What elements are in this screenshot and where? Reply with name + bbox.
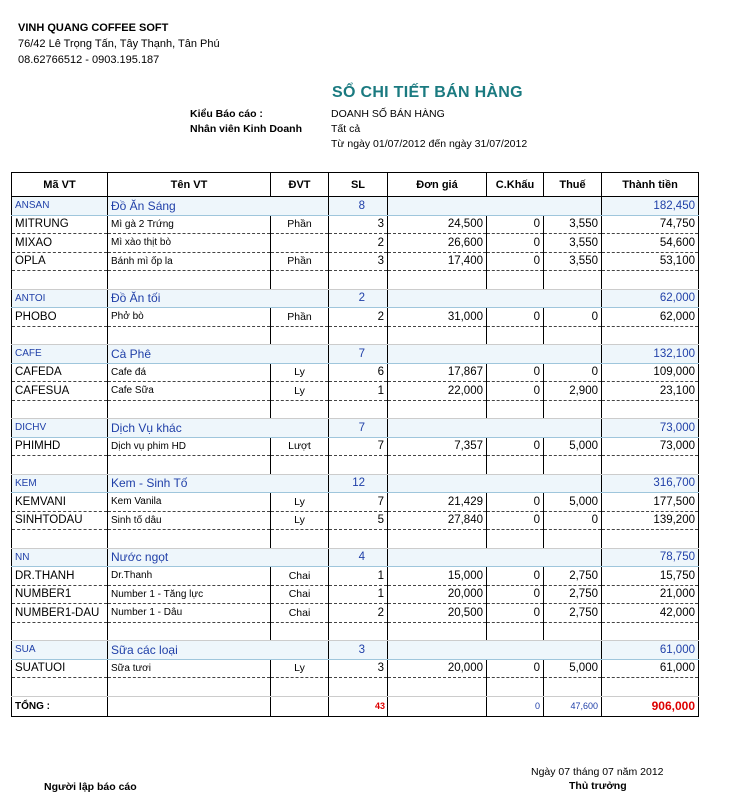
item-tax: 2,900 xyxy=(544,382,602,401)
item-qty: 6 xyxy=(329,363,388,382)
item-name: Mì gà 2 Trứng xyxy=(108,215,271,234)
item-qty: 7 xyxy=(329,493,388,512)
item-unit xyxy=(271,234,329,253)
item-price: 22,000 xyxy=(388,382,487,401)
table-row xyxy=(12,493,699,512)
group-total: 73,000 xyxy=(602,419,699,438)
item-tax: 5,000 xyxy=(544,659,602,678)
item-tax: 3,550 xyxy=(544,252,602,271)
item-tax: 5,000 xyxy=(544,493,602,512)
item-unit: Chai xyxy=(271,585,329,604)
table-row xyxy=(12,604,699,623)
col-header-code: Mã VT xyxy=(12,173,108,197)
blank-row xyxy=(12,456,699,475)
group-qty: 3 xyxy=(329,641,388,660)
col-header-qty: SL xyxy=(329,173,388,197)
item-unit: Ly xyxy=(271,493,329,512)
group-total: 132,100 xyxy=(602,345,699,364)
item-price: 17,400 xyxy=(388,252,487,271)
table-row xyxy=(12,252,699,271)
item-code: CAFEDA xyxy=(12,363,108,382)
group-qty: 7 xyxy=(329,345,388,364)
report-type-label: Kiểu Báo cáo : xyxy=(190,108,263,120)
staff-label: Nhân viên Kinh Doanh xyxy=(190,123,303,135)
item-qty: 3 xyxy=(329,215,388,234)
table-row xyxy=(12,234,699,253)
item-tax: 0 xyxy=(544,308,602,327)
group-total: 62,000 xyxy=(602,289,699,308)
group-code: ANTOI xyxy=(12,289,108,308)
staff-value: Tất cả xyxy=(331,123,361,135)
item-code: SINHTODAU xyxy=(12,511,108,530)
group-row xyxy=(12,641,699,660)
item-qty: 2 xyxy=(329,234,388,253)
footer-date: Ngày 07 tháng 07 năm 2012 xyxy=(531,766,664,778)
group-row xyxy=(12,345,699,364)
item-code: KEMVANI xyxy=(12,493,108,512)
group-qty: 4 xyxy=(329,548,388,567)
item-amount: 53,100 xyxy=(602,252,699,271)
item-name: Cafe Sữa xyxy=(108,382,271,401)
group-qty: 2 xyxy=(329,289,388,308)
blank-row xyxy=(12,271,699,290)
total-amount: 906,000 xyxy=(602,696,699,716)
item-unit: Lượt xyxy=(271,437,329,456)
group-total: 78,750 xyxy=(602,548,699,567)
group-row xyxy=(12,197,699,216)
company-address: 76/42 Lê Trọng Tấn, Tây Thạnh, Tân Phú xyxy=(18,38,220,50)
table-row xyxy=(12,437,699,456)
item-amount: 139,200 xyxy=(602,511,699,530)
blank-row xyxy=(12,622,699,641)
item-name: Dịch vụ phim HD xyxy=(108,437,271,456)
table-row xyxy=(12,363,699,382)
item-code: DR.THANH xyxy=(12,567,108,586)
item-qty: 3 xyxy=(329,659,388,678)
footer-manager: Thủ trưởng xyxy=(569,780,627,792)
group-name: Nước ngọt xyxy=(108,548,329,567)
table-body xyxy=(12,197,699,717)
group-code: DICHV xyxy=(12,419,108,438)
item-discount: 0 xyxy=(487,234,544,253)
table-row xyxy=(12,659,699,678)
item-name: Sinh tố dâu xyxy=(108,511,271,530)
item-discount: 0 xyxy=(487,215,544,234)
item-unit: Ly xyxy=(271,363,329,382)
col-header-price: Đơn giá xyxy=(388,173,487,197)
item-code: SUATUOI xyxy=(12,659,108,678)
group-name: Đồ Ăn Sáng xyxy=(108,197,329,216)
col-header-amount: Thành tiền xyxy=(602,173,699,197)
item-discount: 0 xyxy=(487,437,544,456)
item-unit: Chai xyxy=(271,604,329,623)
item-qty: 2 xyxy=(329,604,388,623)
item-price: 20,000 xyxy=(388,659,487,678)
item-code: MIXAO xyxy=(12,234,108,253)
item-price: 7,357 xyxy=(388,437,487,456)
item-amount: 15,750 xyxy=(602,567,699,586)
item-unit: Ly xyxy=(271,511,329,530)
table-row xyxy=(12,382,699,401)
item-amount: 54,600 xyxy=(602,234,699,253)
item-amount: 21,000 xyxy=(602,585,699,604)
item-unit: Ly xyxy=(271,382,329,401)
item-amount: 61,000 xyxy=(602,659,699,678)
table-row xyxy=(12,511,699,530)
group-name: Kem - Sinh Tố xyxy=(108,474,329,493)
blank-row xyxy=(12,678,699,697)
group-total: 61,000 xyxy=(602,641,699,660)
table-row xyxy=(12,308,699,327)
group-code: ANSAN xyxy=(12,197,108,216)
item-code: NUMBER1-DAU xyxy=(12,604,108,623)
item-name: Number 1 - Dâu xyxy=(108,604,271,623)
item-amount: 109,000 xyxy=(602,363,699,382)
item-name: Bánh mì ốp la xyxy=(108,252,271,271)
item-code: NUMBER1 xyxy=(12,585,108,604)
company-phone: 08.62766512 - 0903.195.187 xyxy=(18,54,160,66)
table-row xyxy=(12,567,699,586)
total-qty: 43 xyxy=(329,696,388,716)
item-qty: 1 xyxy=(329,585,388,604)
item-price: 26,600 xyxy=(388,234,487,253)
report-params xyxy=(190,107,527,152)
item-unit: Chai xyxy=(271,567,329,586)
item-name: Dr.Thanh xyxy=(108,567,271,586)
item-name: Phở bò xyxy=(108,308,271,327)
item-tax: 2,750 xyxy=(544,567,602,586)
item-price: 20,000 xyxy=(388,585,487,604)
sales-detail-table xyxy=(11,172,699,717)
item-discount: 0 xyxy=(487,567,544,586)
group-name: Cà Phê xyxy=(108,345,329,364)
table-row xyxy=(12,585,699,604)
item-amount: 177,500 xyxy=(602,493,699,512)
item-price: 27,840 xyxy=(388,511,487,530)
item-code: PHOBO xyxy=(12,308,108,327)
blank-row xyxy=(12,530,699,549)
item-unit: Phần xyxy=(271,215,329,234)
item-code: MITRUNG xyxy=(12,215,108,234)
item-tax: 3,550 xyxy=(544,215,602,234)
item-discount: 0 xyxy=(487,252,544,271)
item-name: Cafe đá xyxy=(108,363,271,382)
total-discount: 0 xyxy=(487,696,544,716)
item-tax: 2,750 xyxy=(544,585,602,604)
group-qty: 12 xyxy=(329,474,388,493)
group-name: Đồ Ăn tối xyxy=(108,289,329,308)
group-code: NN xyxy=(12,548,108,567)
group-name: Dịch Vụ khác xyxy=(108,419,329,438)
item-code: PHIMHD xyxy=(12,437,108,456)
item-code: CAFESUA xyxy=(12,382,108,401)
item-tax: 3,550 xyxy=(544,234,602,253)
total-tax: 47,600 xyxy=(544,696,602,716)
item-price: 31,000 xyxy=(388,308,487,327)
col-header-unit: ĐVT xyxy=(271,173,329,197)
group-row xyxy=(12,289,699,308)
item-tax: 2,750 xyxy=(544,604,602,623)
item-amount: 62,000 xyxy=(602,308,699,327)
item-price: 15,000 xyxy=(388,567,487,586)
item-price: 20,500 xyxy=(388,604,487,623)
company-name: VINH QUANG COFFEE SOFT xyxy=(18,22,169,34)
group-qty: 8 xyxy=(329,197,388,216)
group-row xyxy=(12,474,699,493)
company-info xyxy=(18,20,220,68)
col-header-discount: C.Khấu xyxy=(487,173,544,197)
item-unit: Phần xyxy=(271,252,329,271)
report-type-value: DOANH SỐ BÁN HÀNG xyxy=(331,108,445,120)
group-row xyxy=(12,548,699,567)
item-discount: 0 xyxy=(487,604,544,623)
item-name: Number 1 - Tăng lực xyxy=(108,585,271,604)
item-qty: 1 xyxy=(329,567,388,586)
item-price: 21,429 xyxy=(388,493,487,512)
item-qty: 1 xyxy=(329,382,388,401)
item-code: OPLA xyxy=(12,252,108,271)
total-label: TỔNG : xyxy=(12,696,108,716)
item-discount: 0 xyxy=(487,493,544,512)
item-qty: 7 xyxy=(329,437,388,456)
item-qty: 2 xyxy=(329,308,388,327)
col-header-tax: Thuế xyxy=(544,173,602,197)
group-code: KEM xyxy=(12,474,108,493)
item-tax: 0 xyxy=(544,363,602,382)
group-qty: 7 xyxy=(329,419,388,438)
item-amount: 74,750 xyxy=(602,215,699,234)
group-total: 316,700 xyxy=(602,474,699,493)
item-discount: 0 xyxy=(487,382,544,401)
item-price: 24,500 xyxy=(388,215,487,234)
report-title: SỔ CHI TIẾT BÁN HÀNG xyxy=(332,84,523,101)
item-discount: 0 xyxy=(487,659,544,678)
date-range: Từ ngày 01/07/2012 đến ngày 31/07/2012 xyxy=(331,138,528,150)
group-total: 182,450 xyxy=(602,197,699,216)
table-row xyxy=(12,215,699,234)
item-price: 17,867 xyxy=(388,363,487,382)
total-row xyxy=(12,696,699,716)
table-header-row xyxy=(12,173,699,197)
item-name: Sữa tươi xyxy=(108,659,271,678)
item-name: Mì xào thịt bò xyxy=(108,234,271,253)
item-unit: Phần xyxy=(271,308,329,327)
item-name: Kem Vanila xyxy=(108,493,271,512)
item-qty: 5 xyxy=(329,511,388,530)
col-header-name: Tên VT xyxy=(108,173,271,197)
item-discount: 0 xyxy=(487,308,544,327)
item-qty: 3 xyxy=(329,252,388,271)
item-tax: 0 xyxy=(544,511,602,530)
group-name: Sữa các loại xyxy=(108,641,329,660)
item-amount: 42,000 xyxy=(602,604,699,623)
item-amount: 23,100 xyxy=(602,382,699,401)
blank-row xyxy=(12,400,699,419)
item-amount: 73,000 xyxy=(602,437,699,456)
item-discount: 0 xyxy=(487,585,544,604)
group-code: CAFE xyxy=(12,345,108,364)
item-discount: 0 xyxy=(487,363,544,382)
group-row xyxy=(12,419,699,438)
item-discount: 0 xyxy=(487,511,544,530)
item-unit: Ly xyxy=(271,659,329,678)
group-code: SUA xyxy=(12,641,108,660)
item-tax: 5,000 xyxy=(544,437,602,456)
blank-row xyxy=(12,326,699,345)
footer-creator: Người lập báo cáo xyxy=(44,781,137,793)
